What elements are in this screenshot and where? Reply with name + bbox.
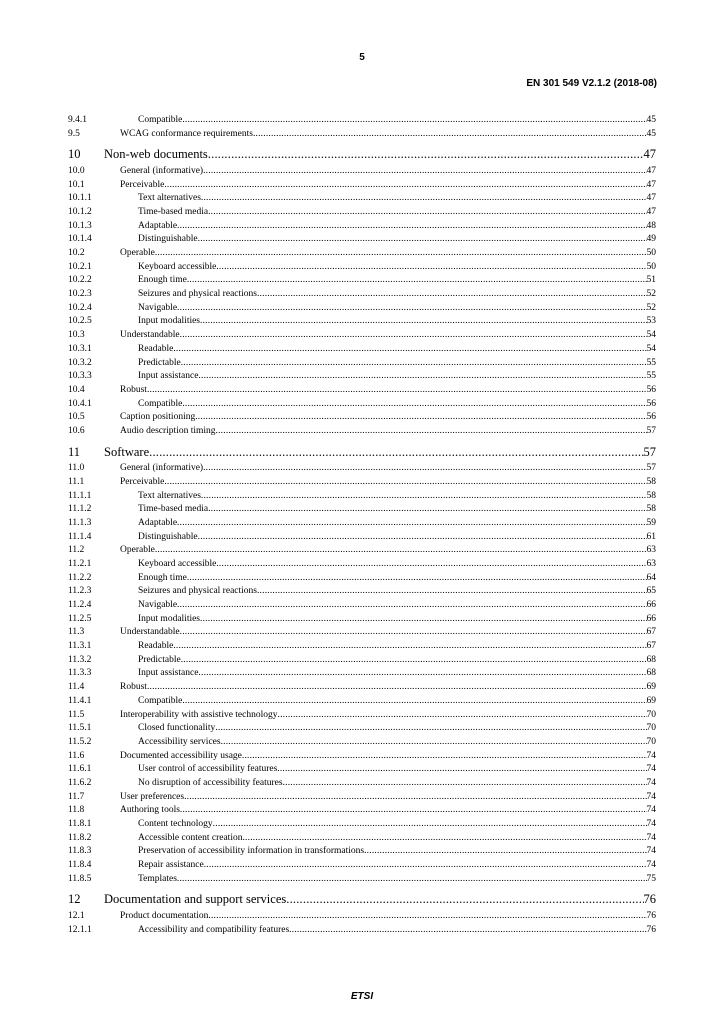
toc-entry-number: 11.3.3 [68,668,92,679]
toc-entry-title: Adaptable [138,220,178,231]
toc-entry-title: Readable [138,641,174,652]
toc-leader-dots [216,425,647,439]
toc-leader-dots [195,411,646,425]
toc-entry-title: Interoperability with assistive technology [120,709,278,720]
toc-entry[interactable] [68,128,656,142]
toc-entry[interactable] [68,873,656,887]
toc-entry[interactable] [68,859,656,873]
toc-entry-title: Input modalities [138,316,201,327]
toc-entry-page: 55 [646,357,656,368]
toc-leader-dots [180,626,647,640]
toc-entry-page: 67 [646,627,656,638]
toc-entry-page: 56 [646,412,656,423]
toc-entry-title: Compatible [138,115,183,125]
toc-entry-number: 11.3.2 [68,654,92,665]
toc-entry-page: 49 [646,234,656,245]
toc-entry-page: 70 [646,709,656,720]
toc-entry[interactable] [68,462,656,476]
toc-entry[interactable] [68,114,656,128]
toc-entry-number: 9.5 [68,128,80,139]
toc-leader-dots [180,329,647,343]
toc-entry-title: Input assistance [138,371,199,382]
toc-entry-page: 53 [646,316,656,327]
toc-entry[interactable] [68,667,656,681]
toc-entry-page: 47 [643,147,656,162]
toc-entry-number: 12.1.1 [68,924,92,935]
toc-entry[interactable] [68,722,656,736]
toc-entry-page: 74 [646,750,656,761]
toc-entry-number: 10.2.1 [68,261,92,272]
toc-entry-page: 51 [646,275,656,286]
toc-entry-title: Templates [138,873,177,884]
document-reference: EN 301 549 V2.1.2 (2018-08) [526,78,657,89]
toc-entry[interactable] [68,558,656,572]
toc-leader-dots [289,924,646,938]
toc-entry-page: 74 [646,846,656,857]
toc-entry-title: Navigable [138,302,178,313]
toc-entry-number: 11.2.1 [68,558,92,569]
toc-leader-dots [216,558,646,572]
toc-entry[interactable] [68,343,656,357]
toc-leader-dots [198,370,646,384]
toc-entry-title: Accessibility services [138,736,221,747]
toc-leader-dots [182,114,646,128]
toc-entry[interactable] [68,384,656,398]
toc-leader-dots [173,343,646,357]
toc-entry-page: 74 [646,832,656,843]
toc-entry-title: Product documentation [120,910,209,921]
toc-entry-number: 11.4.1 [68,695,92,706]
toc-entry[interactable] [68,736,656,750]
toc-entry-title: Understandable [120,627,180,638]
toc-entry-title: Non-web documents [104,147,208,162]
toc-entry-number: 11.5 [68,709,85,720]
toc-entry[interactable] [68,302,656,316]
toc-entry-number: 10.3.1 [68,343,92,354]
toc-entry-title: General (informative) [120,463,204,474]
toc-entry-number: 11.5.2 [68,736,92,747]
toc-entry-page: 74 [646,764,656,775]
toc-leader-dots [177,302,646,316]
toc-entry-number: 10.4.1 [68,398,92,409]
toc-entry-number: 10.3.2 [68,357,92,368]
toc-entry-title: Adaptable [138,517,178,528]
toc-entry[interactable] [68,924,656,938]
toc-entry-page: 74 [646,860,656,871]
toc-entry[interactable] [68,443,656,463]
toc-entry-page: 74 [646,791,656,802]
toc-entry-page: 65 [646,586,656,597]
toc-entry[interactable] [68,531,656,545]
toc-entry-page: 57 [643,444,656,459]
toc-entry-title: Text alternatives [138,490,201,501]
toc-entry[interactable] [68,425,656,439]
toc-entry-page: 61 [646,531,656,542]
toc-entry-number: 11.1.4 [68,531,92,542]
toc-entry[interactable] [68,681,656,695]
toc-leader-dots [200,315,646,329]
toc-entry[interactable] [68,206,656,220]
toc-leader-dots [164,179,646,193]
toc-entry-title: Time-based media [138,206,209,217]
toc-entry-title: Understandable [120,330,180,341]
toc-entry-page: 59 [646,517,656,528]
toc-entry-page: 63 [646,545,656,556]
toc-entry-number: 12 [68,892,81,907]
footer-org: ETSI [350,991,374,1002]
toc-entry-number: 11.5.1 [68,723,92,734]
toc-entry[interactable] [68,192,656,206]
toc-entry[interactable] [68,517,656,531]
toc-entry-number: 11.6.1 [68,764,92,775]
toc-leader-dots [203,165,646,179]
toc-entry-number: 10.2.2 [68,275,92,286]
toc-entry-title: Predictable [138,357,181,368]
toc-leader-dots [181,357,647,371]
toc-leader-dots [216,261,646,275]
toc-entry-number: 11.8.5 [68,873,92,884]
toc-leader-dots [242,832,646,846]
toc-leader-dots [198,531,647,545]
toc-entry-number: 11.2.3 [68,586,92,597]
toc-entry-number: 10 [68,147,81,162]
toc-entry-title: Enough time [138,572,187,583]
toc-entry-number: 11.2.5 [68,613,92,624]
toc-entry-number: 11.6.2 [68,777,92,788]
toc-entry[interactable] [68,572,656,586]
toc-entry-title: Navigable [138,600,178,610]
toc-entry-title: Readable [138,343,174,354]
toc-entry-page: 58 [646,490,656,501]
toc-entry-number: 11.8.1 [68,819,92,829]
toc-entry-title: Repair assistance [138,860,204,871]
toc-entry-number: 10.6 [68,425,85,436]
toc-entry[interactable] [68,165,656,179]
toc-entry-title: Perceivable [120,476,165,487]
toc-entry-title: Accessible content creation [138,832,243,843]
toc-entry[interactable] [68,832,656,846]
toc-entry-number: 11.2.2 [68,572,92,583]
toc-entry-number: 11.3.1 [68,641,92,652]
toc-entry[interactable] [68,490,656,504]
toc-entry-title: General (informative) [120,165,204,176]
toc-leader-dots [278,709,647,723]
toc-entry-page: 55 [646,371,656,382]
toc-entry-title: Software [104,444,150,459]
toc-leader-dots [198,233,647,247]
toc-entry-number: 10.2.4 [68,302,92,313]
toc-entry-number: 11.8.3 [68,846,92,857]
toc-entry-number: 11.8.2 [68,832,92,843]
toc-entry-title: Documentation and support services [104,892,287,907]
toc-leader-dots [208,910,646,924]
toc-entry-number: 10.4 [68,384,85,395]
toc-leader-dots [257,288,647,302]
toc-entry-title: Keyboard accessible [138,261,217,272]
toc-entry-title: Robust [120,682,147,693]
toc-leader-dots [155,544,647,558]
toc-entry-page: 70 [646,723,656,734]
toc-entry-page: 47 [646,193,656,204]
toc-entry-number: 10.1.1 [68,193,92,204]
toc-entry-number: 11.1 [68,476,85,487]
toc-leader-dots [184,791,646,805]
toc-leader-dots [277,763,646,777]
toc-leader-dots [286,890,643,910]
toc-leader-dots [177,873,647,887]
toc-entry[interactable] [68,233,656,247]
toc-entry[interactable] [68,599,656,613]
toc-entry-page: 70 [646,736,656,747]
toc-entry[interactable] [68,804,656,818]
toc-entry-title: No disruption of accessibility features [138,777,283,788]
toc-entry[interactable] [68,315,656,329]
toc-entry-page: 45 [646,115,656,125]
toc-entry-page: 64 [646,572,656,583]
toc-entry[interactable] [68,709,656,723]
toc-leader-dots [173,640,646,654]
toc-entry[interactable] [68,910,656,924]
toc-entry-title: Operable [120,545,155,556]
toc-leader-dots [155,247,647,261]
toc-entry-title: Seizures and physical reactions [138,586,257,597]
toc-entry-title: Operable [120,248,155,258]
toc-entry[interactable] [68,750,656,764]
toc-entry-title: Seizures and physical reactions [138,289,257,300]
toc-entry-title: Content technology [138,819,213,829]
toc-entry-number: 11.2 [68,545,85,556]
toc-entry-page: 57 [646,425,656,436]
toc-entry-number: 10.1.4 [68,234,92,245]
toc-entry-title: Distinguishable [138,234,198,245]
toc-leader-dots [203,462,646,476]
toc-entry-number: 11.1.1 [68,490,92,501]
toc-entry-page: 54 [646,330,656,341]
toc-entry-page: 68 [646,668,656,679]
toc-entry[interactable] [68,288,656,302]
toc-entry-page: 76 [646,910,656,921]
toc-entry-title: Accessibility and compatibility features [138,924,290,935]
toc-entry-page: 66 [646,613,656,624]
toc-entry[interactable] [68,357,656,371]
toc-entry-page: 47 [646,179,656,190]
toc-entry[interactable] [68,613,656,627]
toc-entry-number: 11.3 [68,627,85,638]
toc-leader-dots [182,695,646,709]
toc-entry-title: Perceivable [120,179,165,190]
toc-leader-dots [187,572,647,586]
toc-entry-page: 76 [643,892,656,907]
toc-entry[interactable] [68,818,656,832]
toc-leader-dots [147,681,647,695]
toc-leader-dots [242,750,647,764]
toc-entry[interactable] [68,503,656,517]
toc-leader-dots [187,274,647,288]
toc-leader-dots [364,845,646,859]
toc-entry-page: 56 [646,384,656,395]
toc-entry-number: 10.2.3 [68,289,92,300]
toc-leader-dots [204,859,647,873]
toc-entry-title: User preferences [120,791,185,802]
toc-entry[interactable] [68,398,656,412]
toc-entry-number: 11 [68,444,81,459]
toc-entry-title: Time-based media [138,504,209,515]
toc-entry[interactable] [68,654,656,668]
toc-leader-dots [147,384,647,398]
toc-entry-number: 11.2.4 [68,600,92,610]
toc-leader-dots [177,517,646,531]
toc-entry-number: 11.6 [68,750,85,761]
toc-entry-page: 76 [646,924,656,935]
toc-entry-page: 48 [646,220,656,231]
toc-entry-title: Input assistance [138,668,199,679]
toc-entry-number: 11.4 [68,682,85,693]
toc-entry[interactable] [68,585,656,599]
toc-entry[interactable] [68,476,656,490]
toc-leader-dots [177,599,646,613]
toc-entry-number: 11.1.3 [68,517,92,528]
toc-entry[interactable] [68,370,656,384]
toc-entry-number: 10.1.3 [68,220,92,231]
toc-leader-dots [181,654,647,668]
toc-entry-page: 56 [646,398,656,409]
toc-entry-number: 10.0 [68,165,85,176]
toc-leader-dots [201,192,647,206]
toc-leader-dots [208,145,644,165]
toc-entry-number: 11.8.4 [68,860,92,871]
toc-entry-title: WCAG conformance requirements [120,128,253,139]
toc-entry-page: 47 [646,165,656,176]
toc-entry-number: 11.8 [68,805,85,816]
toc-entry-title: Text alternatives [138,193,201,204]
toc-entry[interactable] [68,220,656,234]
toc-entry-page: 50 [646,248,656,258]
toc-leader-dots [201,490,647,504]
toc-entry[interactable] [68,626,656,640]
toc-leader-dots [221,736,647,750]
toc-entry-page: 58 [646,476,656,487]
toc-entry-number: 10.5 [68,412,85,423]
toc-entry[interactable] [68,247,656,261]
page-number: 5 [359,52,365,63]
toc-leader-dots [198,667,646,681]
table-of-contents [68,114,656,937]
toc-entry-number: 9.4.1 [68,115,87,125]
toc-leader-dots [164,476,646,490]
toc-entry-number: 10.2 [68,248,85,258]
toc-entry[interactable] [68,411,656,425]
toc-entry-page: 50 [646,261,656,272]
toc-leader-dots [213,818,647,832]
toc-leader-dots [182,398,646,412]
toc-entry[interactable] [68,544,656,558]
toc-entry[interactable] [68,261,656,275]
toc-entry-title: Caption positioning [120,412,196,423]
toc-entry-title: User control of accessibility features [138,764,278,775]
toc-leader-dots [215,722,646,736]
toc-entry[interactable] [68,890,656,910]
toc-entry[interactable] [68,791,656,805]
toc-leader-dots [180,804,647,818]
toc-entry-page: 45 [646,128,656,139]
toc-leader-dots [149,443,643,463]
toc-entry-page: 52 [646,302,656,313]
toc-entry-page: 75 [646,873,656,884]
toc-entry-title: Authoring tools [120,805,180,816]
toc-entry-title: Closed functionality [138,723,216,734]
toc-leader-dots [208,503,646,517]
toc-entry-number: 11.0 [68,463,85,474]
toc-entry[interactable] [68,845,656,859]
toc-entry-page: 54 [646,343,656,354]
toc-leader-dots [200,613,646,627]
toc-entry-title: Robust [120,384,147,395]
toc-entry-title: Predictable [138,654,181,665]
toc-entry[interactable] [68,763,656,777]
toc-entry-number: 10.1.2 [68,206,92,217]
toc-leader-dots [177,220,646,234]
toc-entry-page: 52 [646,289,656,300]
toc-entry-page: 74 [646,805,656,816]
toc-entry-page: 67 [646,641,656,652]
toc-entry-number: 10.3 [68,330,85,341]
toc-entry-page: 58 [646,504,656,515]
toc-entry-number: 12.1 [68,910,85,921]
toc-entry-title: Audio description timing [120,425,216,436]
toc-entry-page: 69 [646,682,656,693]
toc-entry-title: Distinguishable [138,531,198,542]
toc-entry-number: 11.7 [68,791,85,802]
toc-entry-title: Compatible [138,398,183,409]
toc-entry-title: Compatible [138,695,183,706]
toc-entry-page: 74 [646,777,656,788]
toc-entry[interactable] [68,329,656,343]
toc-entry-page: 63 [646,558,656,569]
toc-entry-page: 57 [646,463,656,474]
toc-entry-number: 10.2.5 [68,316,92,327]
toc-leader-dots [253,128,647,142]
toc-entry-page: 68 [646,654,656,665]
toc-entry[interactable] [68,695,656,709]
toc-entry-page: 69 [646,695,656,706]
toc-entry-number: 11.1.2 [68,504,92,515]
toc-leader-dots [283,777,647,791]
toc-leader-dots [257,585,647,599]
toc-entry-title: Enough time [138,275,187,286]
toc-entry-title: Input modalities [138,613,201,624]
toc-entry[interactable] [68,179,656,193]
toc-entry[interactable] [68,777,656,791]
toc-entry-title: Preservation of accessibility information in transformations [138,846,365,857]
toc-entry-number: 10.1 [68,179,85,190]
toc-entry[interactable] [68,145,656,165]
toc-entry[interactable] [68,274,656,288]
toc-entry-title: Documented accessibility usage [120,750,242,761]
toc-entry-title: Keyboard accessible [138,558,217,569]
toc-entry-page: 74 [646,819,656,829]
toc-entry[interactable] [68,640,656,654]
toc-entry-number: 10.3.3 [68,371,92,382]
toc-entry-page: 47 [646,206,656,217]
toc-leader-dots [208,206,646,220]
toc-entry-page: 66 [646,600,656,610]
